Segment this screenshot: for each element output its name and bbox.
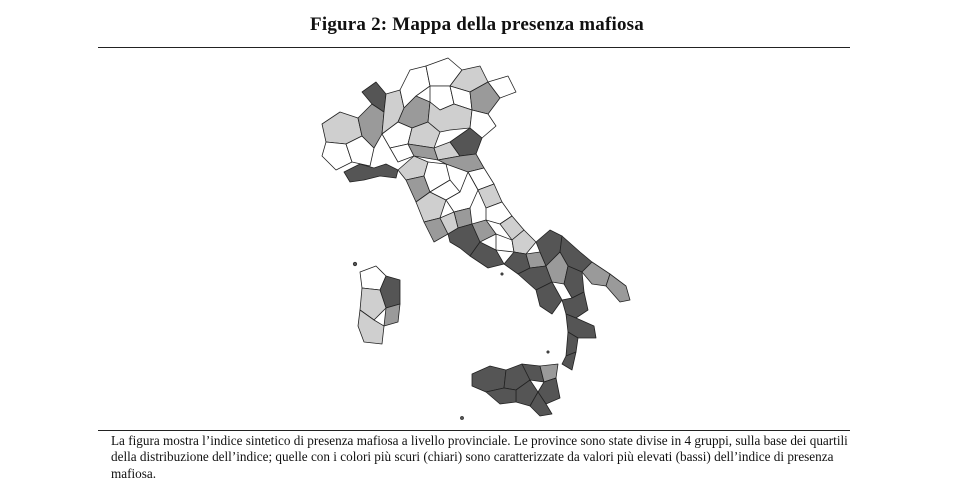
province-region [344,164,398,182]
province-region [606,274,630,302]
map-svg [300,52,640,424]
figure-caption: La figura mostra l’indice sintetico di presenza mafiosa a livello provinciale. Le province sono state divise in 4 gruppi, sulla base dei quartili della distribuzione dell’indice; quelle con i colori più scuri (chiari) sono caratterizzate da valori più elevati (bassi) dell’indice di presenza mafiosa. [111,433,848,481]
caption-rule [98,430,850,431]
province-region [472,366,506,392]
island-mark [353,262,357,266]
figure-title: Figura 2: Mappa della presenza mafiosa [310,14,644,35]
italy-province-map [300,52,640,424]
title-rule [98,47,850,48]
island-mark [460,416,463,419]
island-mark [547,351,549,353]
province-region [562,352,576,370]
island-mark [501,273,503,275]
